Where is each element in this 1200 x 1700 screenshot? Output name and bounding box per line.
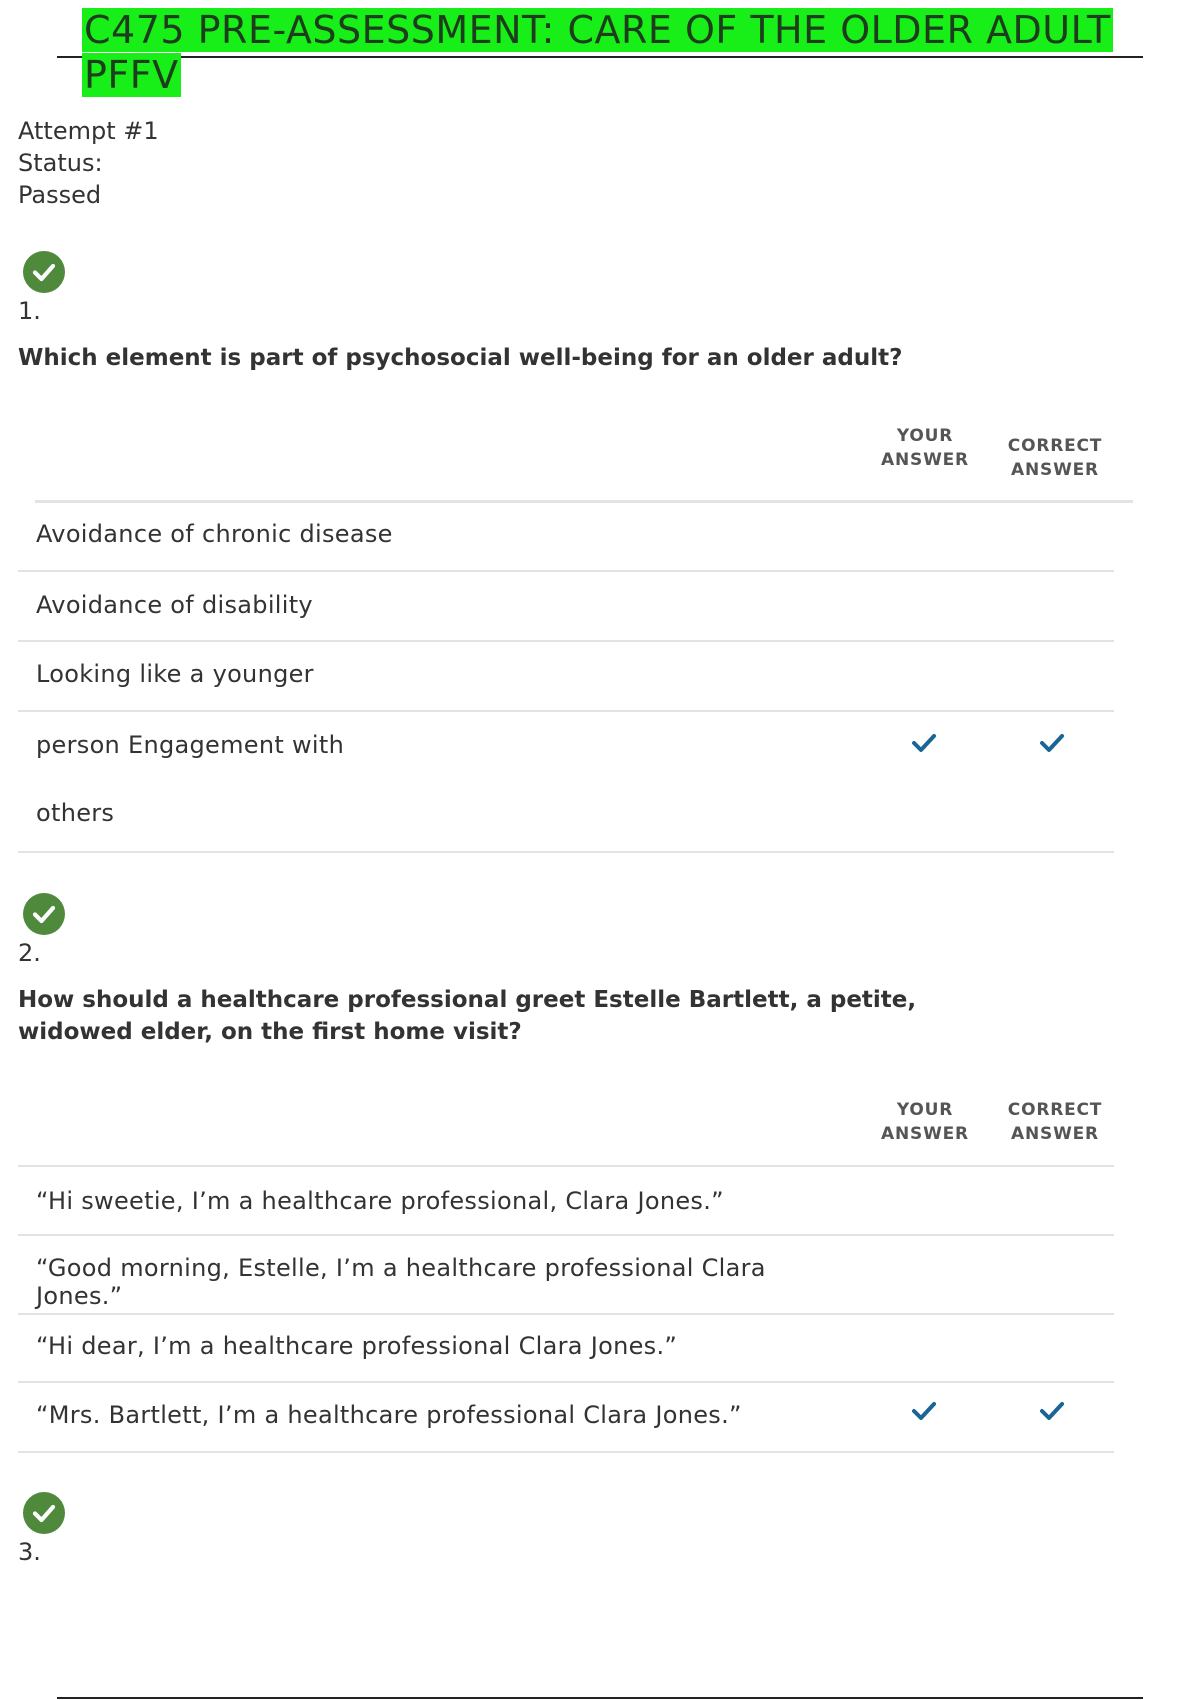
- question-text: How should a healthcare professional greet Estelle Bartlett, a petite, widowed elder, on the first home visit?: [18, 987, 917, 1045]
- answer-option: “Hi sweetie, I’m a healthcare professional, Clara Jones.”: [36, 1187, 724, 1215]
- check-circle-icon: [23, 1492, 65, 1534]
- row-divider: [18, 1451, 1114, 1453]
- table-header-rule: [35, 500, 1133, 503]
- check-circle-icon: [23, 251, 65, 293]
- correct-answer-header: CORRECT ANSWER: [1007, 436, 1103, 480]
- answer-option: “Hi dear, I’m a healthcare professional Clara Jones.”: [36, 1332, 678, 1360]
- row-divider: [18, 1234, 1114, 1236]
- status-value: Passed: [18, 181, 102, 209]
- correct-answer-header: CORRECT ANSWER: [1007, 1100, 1103, 1144]
- your-answer-check-icon: [911, 732, 937, 754]
- footer-rule: [57, 1697, 1143, 1699]
- row-divider: [18, 710, 1114, 712]
- answer-option: Avoidance of chronic disease: [36, 520, 393, 548]
- document-title-text: C475 PRE-ASSESSMENT: CARE OF THE OLDER ADULT PFFV: [84, 8, 1111, 97]
- correct-answer-check-icon: [1039, 1400, 1065, 1422]
- row-divider: [18, 851, 1114, 853]
- attempt-label: Attempt #1: [18, 117, 159, 145]
- correct-answer-check-icon: [1039, 732, 1065, 754]
- question-number: 2.: [18, 939, 41, 967]
- row-divider: [18, 640, 1114, 642]
- document-title: [82, 8, 1182, 98]
- answer-option: “Mrs. Bartlett, I’m a healthcare professional Clara Jones.”: [36, 1401, 742, 1429]
- row-divider: [18, 1381, 1114, 1383]
- question-number: 3.: [18, 1538, 41, 1566]
- row-divider: [18, 1313, 1114, 1315]
- status-label: Status:: [18, 149, 103, 177]
- check-circle-icon: [23, 893, 65, 935]
- your-answer-check-icon: [911, 1400, 937, 1422]
- answer-option: Looking like a younger: [36, 660, 314, 688]
- your-answer-header: YOUR ANSWER: [881, 426, 969, 470]
- answer-option: others: [36, 799, 115, 827]
- table-header-rule: [18, 1165, 1114, 1167]
- row-divider: [18, 570, 1114, 572]
- your-answer-header: YOUR ANSWER: [881, 1100, 969, 1144]
- answer-option: person Engagement with: [36, 731, 345, 759]
- answer-option: “Good morning, Estelle, I’m a healthcare professional Clara Jones.”: [36, 1254, 766, 1310]
- attempt-info: [18, 115, 159, 211]
- question-text: Which element is part of psychosocial well-being for an older adult?: [18, 345, 903, 371]
- question-number: 1.: [18, 297, 41, 325]
- answer-option: Avoidance of disability: [36, 591, 313, 619]
